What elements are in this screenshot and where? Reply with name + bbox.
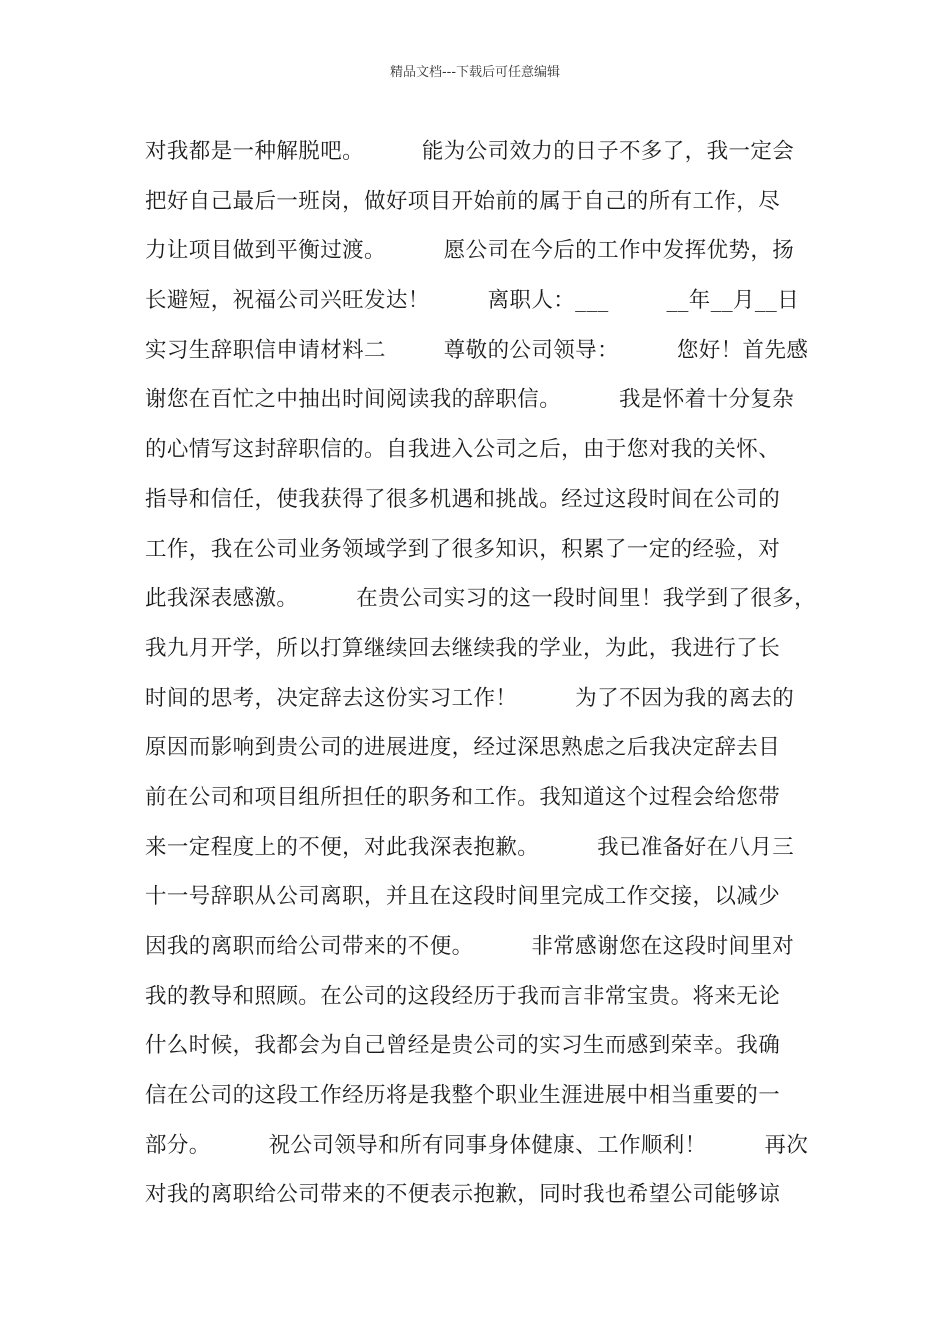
page-header: 精品文档---下载后可任意编辑 <box>389 65 561 80</box>
body-line: 十一号辞职从公司离职，并且在这段时间里完成工作交接，以减少 <box>145 884 781 910</box>
body-line: 力让项目做到平衡过渡。 愿公司在今后的工作中发挥优势，扬 <box>145 238 795 264</box>
body-line: 谢您在百忙之中抽出时间阅读我的辞职信。 我是怀着十分复杂 <box>145 387 795 413</box>
body-line: 什么时候，我都会为自己曾经是贵公司的实习生而感到荣幸。我确 <box>145 1033 781 1059</box>
body-line: 此我深表感激。 在贵公司实习的这一段时间里！我学到了很多， <box>145 586 817 612</box>
body-line: 对我的离职给公司带来的不便表示抱歉，同时我也希望公司能够谅 <box>145 1182 781 1208</box>
body-line: 指导和信任，使我获得了很多机遇和挑战。经过这段时间在公司的 <box>145 486 781 512</box>
body-line: 时间的思考，决定辞去这份实习工作！ 为了不因为我的离去的 <box>145 685 795 711</box>
body-line: 对我都是一种解脱吧。 能为公司效力的日子不多了，我一定会 <box>145 139 795 164</box>
body-line: 的心情写这封辞职信的。自我进入公司之后，由于您对我的关怀、 <box>145 437 781 463</box>
body-line: 前在公司和项目组所担任的职务和工作。我知道这个过程会给您带 <box>145 784 781 810</box>
body-line: 来一定程度上的不便，对此我深表抱歉。 我已准备好在八月三 <box>145 834 795 860</box>
body-line: 我的教导和照顾。在公司的这段经历于我而言非常宝贵。将来无论 <box>145 983 781 1009</box>
body-line: 部分。 祝公司领导和所有同事身体健康、工作顺利！ 再次 <box>145 1132 809 1158</box>
body-line: 原因而影响到贵公司的进展进度，经过深思熟虑之后我决定辞去目 <box>145 735 781 761</box>
body-line: 实习生辞职信申请材料二 尊敬的公司领导： 您好！首先感 <box>145 337 809 363</box>
body-line: 我九月开学，所以打算继续回去继续我的学业，为此，我进行了长 <box>145 635 781 661</box>
document-body <box>145 130 825 1223</box>
body-line: 把好自己最后一班岗，做好项目开始前的属于自己的所有工作，尽 <box>145 188 781 214</box>
body-line: 工作，我在公司业务领域学到了很多知识，积累了一定的经验，对 <box>145 536 781 562</box>
body-line: 信在公司的这段工作经历将是我整个职业生涯进展中相当重要的一 <box>145 1083 781 1109</box>
body-line: 因我的离职而给公司带来的不便。 非常感谢您在这段时间里对 <box>145 934 795 959</box>
body-line: 长避短，祝福公司兴旺发达！ 离职人：___ __年__月__日 <box>145 288 800 314</box>
